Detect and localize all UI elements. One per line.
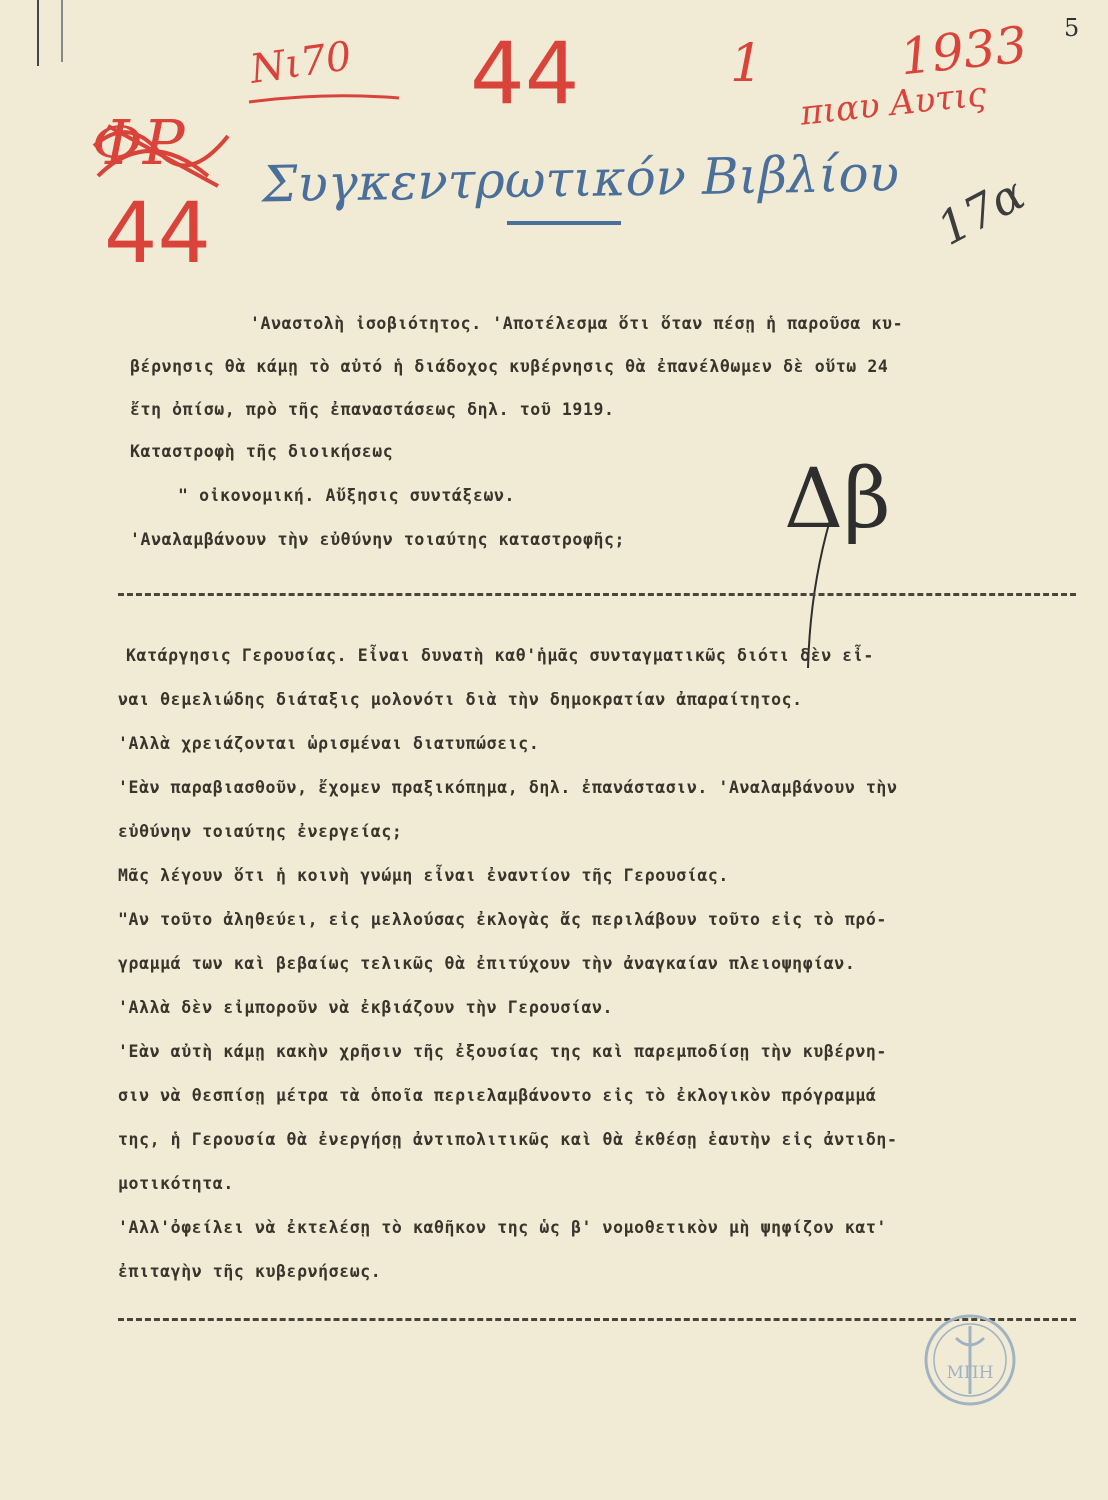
annotation-crossed-mark: ΦΡ [92, 106, 185, 179]
text-line: 'Αλλὰ χρειάζονται ὡρισμέναι διατυπώσεις. [118, 734, 540, 753]
text-line: 'Αλλ'ὀφείλει νὰ ἐκτελέσῃ τὸ καθῆκον της ὡς β' νομοθετικὸν μὴ ψηφίζον κατ' [118, 1218, 887, 1237]
scribble-strike [88, 106, 238, 196]
text-line: 'Εὰν αὐτὴ κάμῃ κακὴν χρῆσιν τῆς ἐξουσίας της καὶ παρεμποδίσῃ τὴν κυβέρνη- [118, 1042, 887, 1061]
heading-underline [505, 216, 625, 230]
text-line: της, ἡ Γερουσία θὰ ἐνεργήσῃ ἀντιπολιτικῶς καὶ θὰ ἐκθέσῃ ἑαυτὴν εἰς ἀντιδη- [118, 1130, 898, 1149]
side-note: 17α [928, 166, 1034, 256]
text-line: βέρνησις θὰ κάμῃ τὸ αὐτό ἡ διάδοχος κυβέρνησις θὰ ἐπανέλθωμεν δὲ οὕτω 24 [130, 357, 889, 376]
text-line: 'Αλλὰ δὲν εἰμποροῦν νὰ ἐκβιάζουν τὴν Γερουσίαν. [118, 998, 614, 1017]
signature: Δβ [784, 452, 891, 547]
annotation-top-left: Νι70 [247, 33, 355, 93]
archive-stamp-icon [922, 1312, 1018, 1408]
text-line: Καταστροφὴ τῆς διοικήσεως [130, 442, 394, 461]
text-line: εὐθύνην τοιαύτης ἐνεργείας; [118, 822, 403, 841]
page-number: 5 [1064, 14, 1080, 42]
text-line: " οἰκονομική. Αὔξησις συντάξεων. [178, 486, 516, 505]
annotation-year: 1933 [897, 15, 1030, 87]
annotation-number-left: 44 [104, 184, 211, 282]
text-line: Κατάργησις Γερουσίας. Εἶναι δυνατὴ καθ'ἡμᾶς συνταγματικῶς διότι δὲν εἶ- [126, 646, 874, 665]
text-line: Μᾶς λέγουν ὅτι ἡ κοινὴ γνώμη εἶναι ἐναντίον τῆς Γερουσίας. [118, 866, 729, 885]
annotation-underline [245, 90, 405, 110]
annotation-one: 1 [730, 34, 764, 94]
binding-marks [32, 0, 72, 70]
text-line: 'Εὰν παραβιασθοῦν, ἔχομεν πραξικόπημα, δηλ. ἐπανάστασιν. 'Αναλαμβάνουν τὴν [118, 778, 898, 797]
text-line: 'Αναστολὴ ἰσοβιότητος. 'Αποτέλεσμα ὅτι ὅταν πέσῃ ἡ παροῦσα κυ- [250, 314, 904, 333]
annotation-top-right: πιαυ Αυτις [798, 74, 989, 134]
handwritten-heading: Συγκεντρωτικόν Βιβλίου [261, 144, 900, 214]
annotation-number-top: 44 [470, 24, 580, 124]
section-divider [118, 593, 1076, 596]
text-line: μοτικότητα. [118, 1174, 234, 1193]
text-line: "Αν τοῦτο ἀληθεύει, εἰς μελλούσας ἐκλογὰς ἄς περιλάβουν τοῦτο εἰς τὸ πρό- [118, 910, 887, 929]
text-line: σιν νὰ θεσπίσῃ μέτρα τὰ ὁποῖα περιελαμβάνοντο εἰς τὸ ἐκλογικὸν πρόγραμμά [118, 1086, 877, 1105]
text-line: ἐπιταγὴν τῆς κυβερνήσεως. [118, 1262, 382, 1281]
text-line: ἔτη ὀπίσω, πρὸ τῆς ἐπαναστάσεως δηλ. τοῦ 1919. [130, 400, 615, 419]
text-line: ναι θεμελιώδης διάταξις μολονότι διὰ τὴν δημοκρατίαν ἀπαραίτητος. [118, 690, 803, 709]
text-line: 'Αναλαμβάνουν τὴν εὐθύνην τοιαύτης καταστροφῆς; [130, 530, 626, 549]
text-line: γραμμά των καὶ βεβαίως τελικῶς θὰ ἐπιτύχουν τὴν ἀναγκαίαν πλειοψηφίαν. [118, 954, 856, 973]
stamp-text: ΜΠΗ [946, 1363, 994, 1383]
